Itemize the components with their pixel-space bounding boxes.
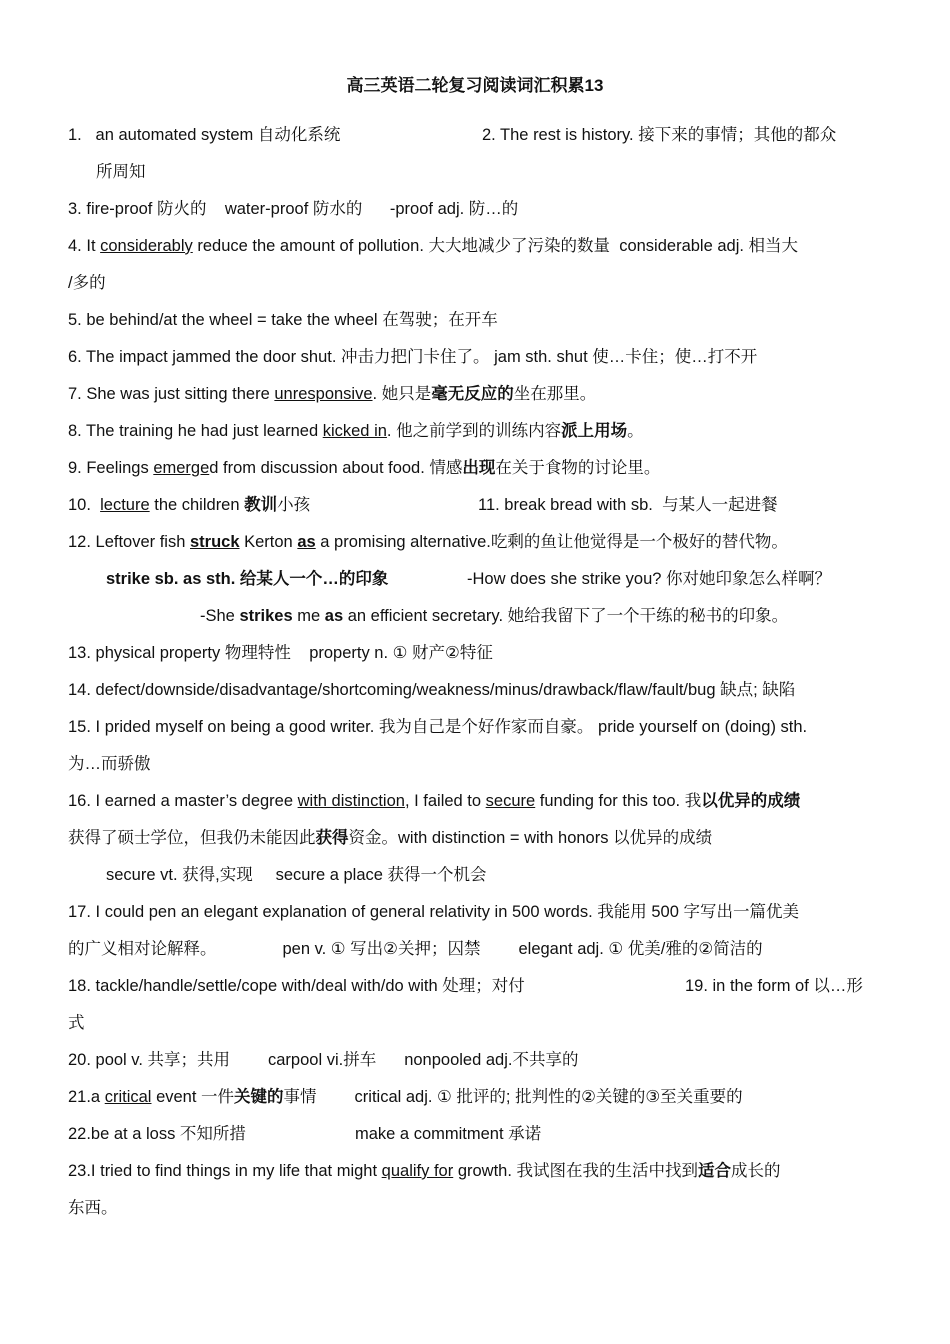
item-english: water-proof	[224, 200, 309, 218]
item-number: 21.a	[68, 1088, 101, 1106]
vocab-item-12-example-2	[200, 604, 880, 628]
item-text: an efficient secretary.	[347, 607, 504, 625]
item-text: 。	[627, 422, 644, 440]
underlined-word: qualify for	[381, 1162, 454, 1180]
item-chinese: 她给我留下了一个干练的秘书的印象。	[507, 607, 789, 625]
item-text: 坐在那里。	[513, 385, 597, 403]
item-text: me	[297, 607, 321, 625]
item-text: secure vt. 获得,实现	[106, 866, 253, 884]
part-of-speech: adj.	[437, 200, 465, 218]
item-text: Kerton	[244, 533, 293, 551]
bold-phrase: 毫无反应的	[431, 385, 514, 403]
bold-phrase: 教训	[244, 496, 278, 514]
item-text: 资金。with distinction = with honors 以优异的成绩	[348, 829, 713, 847]
item-chinese: 缺点; 缺陷	[720, 681, 796, 699]
item-text: elegant adj. ① 优美/雅的②简洁的	[518, 940, 763, 958]
item-chinese: 在驾驶；在开车	[382, 311, 498, 329]
vocab-item-22: 22.be at a loss 不知所措	[68, 1125, 246, 1143]
underlined-word: considerably	[100, 237, 193, 255]
item-english: 5. be behind/at the wheel = take the wheel	[68, 311, 378, 329]
underlined-word: lecture	[100, 496, 150, 514]
item-text: pen v. ① 写出②关押；囚禁	[282, 940, 481, 958]
vocab-item-13	[68, 641, 888, 665]
item-english: -proof	[389, 200, 433, 218]
item-text: 成长的	[731, 1162, 781, 1180]
vocab-item-9	[68, 456, 888, 480]
vocab-item-20	[68, 1048, 888, 1072]
item-text: 16. I earned a master’s degree	[68, 792, 294, 810]
item-text: 在关于食物的讨论里。	[495, 459, 661, 477]
item-english: 14. defect/downside/disadvantage/shortcoming/weakness/minus/drawback/flaw/fault/bug	[68, 681, 716, 699]
underlined-word: secure	[485, 792, 536, 810]
vocab-item-12	[68, 530, 888, 554]
item-text: 7. She was just sitting there	[68, 385, 270, 403]
item-text: 获得了硕士学位，但我仍未能因此	[68, 829, 316, 847]
vocab-item-16	[68, 789, 888, 813]
item-english: 11. break bread with sb.	[478, 496, 653, 514]
vocab-item-4-continued: /多的	[68, 274, 106, 292]
item-chinese: 接下来的事情；其他的都众	[638, 126, 837, 144]
item-text: , I failed to	[404, 792, 482, 810]
vocab-item-5	[68, 308, 888, 332]
vocab-item-15-continued: 为…而骄傲	[68, 755, 151, 773]
item-text: critical adj. ① 批评的; 批判性的②关键的③至关重要的	[354, 1088, 743, 1106]
item-english: -How does she strike you?	[467, 570, 662, 588]
vocab-item-6	[68, 345, 888, 369]
item-chinese: 与某人一起进餐	[662, 496, 778, 514]
item-chinese: 大大地减少了污染的数量	[428, 237, 611, 255]
vocab-item-7	[68, 382, 888, 406]
item-number: 10.	[68, 496, 91, 514]
item-number: 3.	[68, 200, 82, 218]
item-text: 13. physical property 物理特性	[68, 644, 291, 662]
bold-phrase: strike sb. as sth. 给某人一个…的印象	[106, 570, 389, 588]
item-text: the children	[154, 496, 240, 514]
vocab-item-10	[68, 493, 468, 517]
underlined-word: with distinction	[297, 792, 405, 810]
vocab-item-17-continued	[68, 937, 888, 961]
bold-phrase: 以优异的成绩	[701, 792, 801, 810]
vocab-item-23-continued: 东西。	[68, 1199, 118, 1217]
item-text: 9. Feelings	[68, 459, 149, 477]
vocab-item-3	[68, 197, 888, 221]
item-text: event 一件	[156, 1088, 235, 1106]
bold-phrase: 适合	[698, 1162, 732, 1180]
vocab-item-16-note	[106, 863, 926, 887]
item-chinese: 防水的	[312, 200, 363, 218]
item-english: 2. The rest is history.	[482, 126, 634, 144]
item-text: d from discussion about food. 情感	[209, 459, 463, 477]
item-text: 小孩	[277, 496, 311, 514]
item-text: nonpooled adj.不共享的	[404, 1051, 579, 1069]
item-text: funding for this too. 我	[539, 792, 702, 810]
vocab-item-16-continued	[68, 826, 888, 850]
vocab-item-11	[478, 493, 878, 517]
bold-phrase: 关键的	[234, 1088, 284, 1106]
vocab-item-12-phrase	[106, 567, 466, 591]
vocab-item-2-continued: 所周知	[96, 163, 146, 181]
bold-word: as	[324, 607, 344, 625]
underlined-word: critical	[104, 1088, 152, 1106]
item-english: pride yourself on (doing) sth.	[598, 718, 808, 736]
vocab-item-15	[68, 715, 888, 739]
item-chinese: 相当大	[748, 237, 799, 255]
item-text: . 她只是	[372, 385, 432, 403]
underlined-word: unresponsive	[274, 385, 373, 403]
item-chinese: 使…卡住；使…打不开	[592, 348, 758, 366]
item-number: 1.	[68, 126, 82, 144]
item-text: 事情	[283, 1088, 317, 1106]
underlined-word: kicked in	[322, 422, 387, 440]
vocab-item-8	[68, 419, 888, 443]
vocab-item-14	[68, 678, 888, 702]
item-text: . 他之前学到的训练内容	[386, 422, 562, 440]
item-chinese: 自动化系统	[257, 126, 341, 144]
item-english: 6. The impact jammed the door shut.	[68, 348, 337, 366]
underlined-word: emerge	[153, 459, 210, 477]
item-text: 23.I tried to find things in my life that might	[68, 1162, 378, 1180]
item-text: growth. 我试图在我的生活中找到	[457, 1162, 699, 1180]
vocab-item-19: 19. in the form of 以…形	[685, 977, 863, 995]
item-text: reduce the amount of pollution.	[197, 237, 424, 255]
bold-underlined-word: as	[297, 533, 316, 551]
item-chinese: 冲击力把门卡住了。	[341, 348, 490, 366]
item-chinese: 你对她印象怎么样啊？	[666, 570, 832, 588]
item-chinese: 吃剩的鱼让他觉得是一个极好的替代物。	[490, 533, 788, 551]
bold-underlined-word: struck	[190, 533, 240, 551]
item-number: 4.	[68, 237, 82, 255]
item-text: property n. ① 财产②特征	[309, 644, 493, 662]
bold-phrase: 出现	[462, 459, 496, 477]
vocab-item-22-extra: make a commitment 承诺	[355, 1125, 542, 1143]
vocab-item-19-continued: 式	[68, 1014, 85, 1032]
vocab-item-12-example-1	[467, 567, 887, 591]
item-text: 15. I prided myself on being a good writer. 我为自己是个好作家而自豪。	[68, 718, 594, 736]
item-chinese: 防火的	[156, 200, 207, 218]
item-chinese: 防…的	[468, 200, 519, 218]
vocab-item-18: 18. tackle/handle/settle/cope with/deal with/do with 处理；对付	[68, 977, 525, 995]
item-text: -She	[200, 607, 235, 625]
item-english: jam sth. shut	[494, 348, 588, 366]
vocab-item-4	[68, 234, 888, 258]
vocab-item-21	[68, 1085, 888, 1109]
bold-phrase: 获得	[315, 829, 349, 847]
item-text: It	[86, 237, 96, 255]
bold-word: strikes	[239, 607, 293, 625]
item-text: 8. The training he had just learned	[68, 422, 319, 440]
item-english: an automated system	[95, 126, 254, 144]
item-chinese: 的广义相对论解释。	[68, 940, 217, 958]
bold-phrase: 派上用场	[561, 422, 628, 440]
item-english: considerable adj.	[619, 237, 744, 255]
vocab-item-23	[68, 1159, 888, 1183]
vocab-item-17: 17. I could pen an elegant explanation of general relativity in 500 words. 我能用 500 字写出一篇优美	[68, 903, 799, 921]
item-text: 12. Leftover fish	[68, 533, 186, 551]
item-text: a promising alternative.	[320, 533, 491, 551]
item-text: carpool vi.拼车	[268, 1051, 377, 1069]
vocab-item-2	[482, 123, 882, 147]
item-english: fire-proof	[86, 200, 153, 218]
page-title: 高三英语二轮复习阅读词汇积累13	[346, 76, 604, 95]
item-text: 20. pool v. 共享；共用	[68, 1051, 230, 1069]
item-text: secure a place 获得一个机会	[275, 866, 487, 884]
